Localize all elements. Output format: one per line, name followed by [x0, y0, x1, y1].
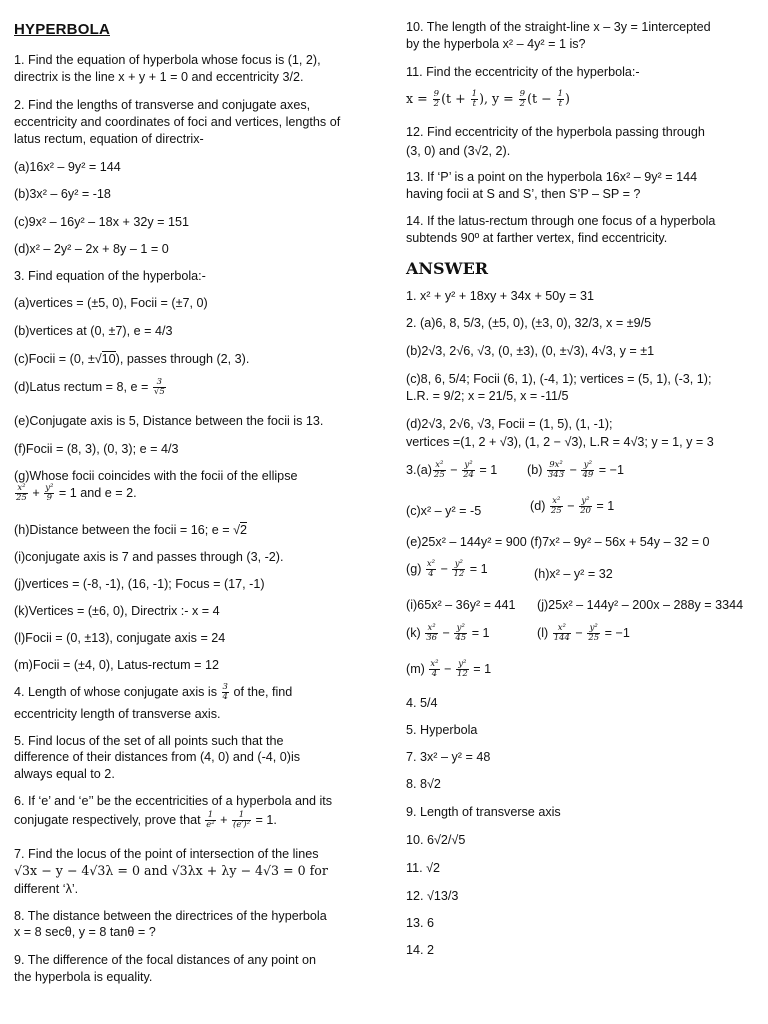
question-3c-tail: ), passes through (2, 3). [115, 352, 250, 366]
answer-2c-line-1: (c)8, 6, 5/4; Focii (6, 1), (-4, 1); vertices = (5, 1), (-3, 1); [406, 372, 712, 386]
fraction: $\frac{\text{y²}}{25}$ [588, 623, 600, 643]
answer-2d-line-1: (d)2√3, 2√6, √3, Focii = (1, 5), (1, -1); [406, 417, 613, 431]
fraction: $\frac{\text{y²}}{20}$ [580, 496, 591, 516]
answer-9: 9. Length of transverse axis [406, 805, 561, 819]
question-4-line-1: 4. Length of whose conjugate axis is $\frac{3}{4}$ of the, find [14, 682, 293, 702]
question-3c-text: (c)Focii = (0, ± [14, 352, 95, 366]
question-3e: (e)Conjugate axis is 5, Distance between the focii is 13. [14, 414, 324, 428]
answer-3b: (b) $\frac{\text{9x²}}{343}$ − $\frac{\text{y²}}{49}$ = −1 [527, 460, 625, 480]
fraction: $\frac{3}{4}$ [222, 682, 228, 702]
answer-3l: (l) $\frac{\text{x²}}{144}$ − $\frac{\text{y²}}{25}$ = −1 [537, 623, 630, 643]
question-3h: (h)Distance between the focii = 16; e = √2 [14, 523, 248, 537]
answer-3m: (m) $\frac{\text{x²}}{4}$ − $\frac{\text{y²}}{12}$ = 1 [406, 659, 492, 679]
question-4-line-2: eccentricity length of transverse axis. [14, 707, 221, 721]
question-12-line-1: 12. Find eccentricity of the hyperbola passing through [406, 125, 705, 139]
fraction: $\frac{\text{y²}}{9}$ [45, 483, 54, 503]
answer-2a: 2. (a)6, 8, 5/3, (±5, 0), (±3, 0), 32/3, x = ±9/5 [406, 316, 652, 330]
fraction: $\frac{1}{t}$ [557, 89, 564, 109]
question-2c: (c)9x² – 16y² – 18x + 32y = 151 [14, 215, 190, 229]
question-2-line-2: eccentricity and coordinates of foci and vertices, lengths of [14, 115, 341, 129]
question-1-line-1: 1. Find the equation of hyperbola whose focus is (1, 2), [14, 53, 321, 67]
answer-13: 13. 6 [406, 916, 435, 930]
answer-5: 5. Hyperbola [406, 723, 478, 737]
fraction: $\frac{\text{9x²}}{343}$ [547, 460, 565, 480]
fraction: $\frac{\text{y²}}{45}$ [455, 623, 467, 643]
fraction: $\frac{\text{y²}}{49}$ [582, 460, 594, 480]
fraction: $\frac{\text{y²}}{24}$ [463, 460, 474, 480]
radicand: 2 [240, 523, 248, 537]
question-5-line-2: difference of their distances from (4, 0) and (-4, 0)is [14, 750, 301, 764]
question-1-line-2: directrix is the line x + y + 1 = 0 and eccentricity 3/2. [14, 70, 304, 84]
question-7-line-1: 7. Find the locus of the point of intersection of the lines [14, 847, 319, 861]
fraction: $\frac{\text{x²}}{4}$ [430, 659, 439, 679]
page-title: HYPERBOLA [14, 21, 110, 38]
question-9-line-1: 9. The difference of the focal distances of any point on [14, 953, 316, 967]
question-2-line-3: latus rectum, equation of directrix- [14, 132, 204, 146]
question-5-line-3: always equal to 2. [14, 767, 115, 781]
question-2d: (d)x² – 2y² – 2x + 8y – 1 = 0 [14, 242, 169, 256]
answer-7: 7. 3x² – y² = 48 [406, 750, 491, 764]
question-3d-text: (d)Latus rectum = 8, e = [14, 379, 152, 394]
answer-1: 1. x² + y² + 18xy + 34x + 50y = 31 [406, 289, 594, 303]
answer-2d-line-2: vertices =(1, 2 + √3), (1, 2 − √3), L.R = 4√3; y = 1, y = 3 [406, 435, 714, 449]
answer-heading: ANSWER [406, 259, 489, 278]
fraction: $\frac{\text{x²}}{25}$ [550, 496, 562, 516]
fraction: $\frac{1}{\text{(e′)²}}$ [233, 810, 250, 830]
question-6-line-2: conjugate respectively, prove that $\frac{1}{\text{e²}}$ + $\frac{1}{\text{(e′)²}}$ = 1. [14, 810, 277, 830]
question-14-line-2: subtends 90º at farther vertex, find eccentricity. [406, 231, 668, 245]
answer-14: 14. 2 [406, 943, 435, 957]
answer-11: 11. √2 [406, 861, 440, 875]
answer-12: 12. √13/3 [406, 889, 459, 903]
answer-2c-line-2: L.R. = 9/2; x = 21/5, x = -11/5 [406, 389, 569, 403]
answer-3i: (i)65x² – 36y² = 441 [406, 598, 516, 612]
fraction: $\frac{3}{√5}$ [153, 377, 165, 397]
fraction: $\frac{\text{y²}}{12}$ [453, 559, 465, 579]
question-2a: (a)16x² – 9y² = 144 [14, 160, 121, 174]
question-3i: (i)conjugate axis is 7 and passes through (3, -2). [14, 550, 284, 564]
question-3d [14, 378, 167, 397]
question-3b: (b)vertices at (0, ±7), e = 4/3 [14, 324, 173, 338]
question-2b: (b)3x² – 6y² = -18 [14, 187, 111, 201]
question-3k: (k)Vertices = (±6, 0), Directrix :- x = 4 [14, 604, 220, 618]
fraction: $\frac{9}{2}$ [433, 89, 440, 109]
question-10-line-2: by the hyperbola x² – 4y² = 1 is? [406, 37, 586, 51]
answer-10: 10. 6√2/√5 [406, 833, 466, 847]
fraction: $\frac{\text{y²}}{12}$ [456, 659, 468, 679]
question-3g-line-1: (g)Whose focii coincides with the focii of the ellipse [14, 469, 298, 483]
question-5-line-1: 5. Find locus of the set of all points such that the [14, 734, 284, 748]
question-13-line-1: 13. If ‘P’ is a point on the hyperbola 16x² – 9y² = 144 [406, 170, 698, 184]
question-9-line-2: the hyperbola is equality. [14, 970, 153, 984]
question-7-line-2: √3x − y − 4√3λ = 0 and √3λx + λy − 4√3 = 0 for [14, 863, 328, 878]
answer-3j: (j)25x² – 144y² – 200x – 288y = 3344 [537, 598, 744, 612]
answer-3k: (k) $\frac{\text{x²}}{36}$ − $\frac{\text{y²}}{45}$ = 1 [406, 623, 490, 643]
answer-2b: (b)2√3, 2√6, √3, (0, ±3), (0, ±√3), 4√3, y = ±1 [406, 344, 655, 358]
fraction: $\frac{\text{x²}}{36}$ [426, 623, 438, 643]
question-11: 11. Find the eccentricity of the hyperbola:- [406, 65, 640, 79]
fraction: $\frac{1}{\text{e²}}$ [206, 810, 215, 830]
question-14-line-1: 14. If the latus-rectum through one focus of a hyperbola [406, 214, 716, 228]
answer-3d: (d) $\frac{\text{x²}}{25}$ − $\frac{\text{y²}}{20}$ = 1 [530, 496, 615, 516]
question-3j: (j)vertices = (-8, -1), (16, -1); Focus = (17, -1) [14, 577, 265, 591]
fraction: $\frac{\text{x²}}{25}$ [433, 460, 445, 480]
question-10-line-1: 10. The length of the straight-line x – 3y = 1intercepted [406, 20, 711, 34]
question-8-line-1: 8. The distance between the directrices of the hyperbola [14, 909, 327, 923]
question-3f: (f)Focii = (8, 3), (0, 3); e = 4/3 [14, 442, 179, 456]
answer-3g: (g) $\frac{\text{x²}}{4}$ − $\frac{\text{y²}}{12}$ = 1 [406, 559, 488, 579]
question-12-line-2: (3, 0) and (3√2, 2). [406, 144, 511, 158]
question-3c: (c)Focii = (0, ±√10), passes through (2, 3). [14, 352, 250, 366]
answer-3c: (c)x² – y² = -5 [406, 504, 482, 518]
answer-4: 4. 5/4 [406, 696, 438, 710]
question-3a: (a)vertices = (±5, 0), Focii = (±7, 0) [14, 296, 208, 310]
fraction: $\frac{1}{t}$ [471, 89, 478, 109]
answer-8: 8. 8√2 [406, 777, 441, 791]
question-3m: (m)Focii = (±4, 0), Latus-rectum = 12 [14, 658, 219, 672]
question-7-line-3: different ‘λ’. [14, 882, 79, 896]
answer-3e-f: (e)25x² – 144y² = 900 (f)7x² – 9y² – 56x + 54y – 32 = 0 [406, 535, 710, 549]
answer-3a: 3.(a) $\frac{\text{x²}}{25}$ − $\frac{\text{y²}}{24}$ = 1 [406, 460, 498, 480]
fraction: $\frac{\text{x²}}{144}$ [553, 623, 570, 643]
question-2-line-1: 2. Find the lengths of transverse and conjugate axes, [14, 98, 311, 112]
question-3: 3. Find equation of the hyperbola:- [14, 269, 206, 283]
question-11-equation: x = $\frac{9}{2}$ (t + $\frac{1}{t}$ ), y = $\frac{9}{2}$ (t − $\frac{1}{t}$ ) [406, 89, 570, 109]
answer-3h: (h)x² – y² = 32 [534, 567, 613, 581]
question-13-line-2: having focii at S and S’, then S’P – SP = ? [406, 187, 641, 201]
fraction: $\frac{9}{2}$ [519, 89, 526, 109]
question-8-line-2: x = 8 secθ, y = 8 tanθ = ? [14, 925, 156, 939]
radicand: 10 [101, 352, 116, 366]
fraction: $\frac{\text{x²}}{4}$ [426, 559, 436, 579]
question-3g-line-2: $\frac{\text{x²}}{25}$ + $\frac{\text{y²}}{9}$ = 1 and e = 2. [16, 483, 137, 503]
question-6-line-1: 6. If ‘e’ and ‘e’’ be the eccentricities of a hyperbola and its [14, 794, 333, 808]
question-3l: (l)Focii = (0, ±13), conjugate axis = 24 [14, 631, 226, 645]
fraction: $\frac{\text{x²}}{25}$ [16, 483, 27, 503]
